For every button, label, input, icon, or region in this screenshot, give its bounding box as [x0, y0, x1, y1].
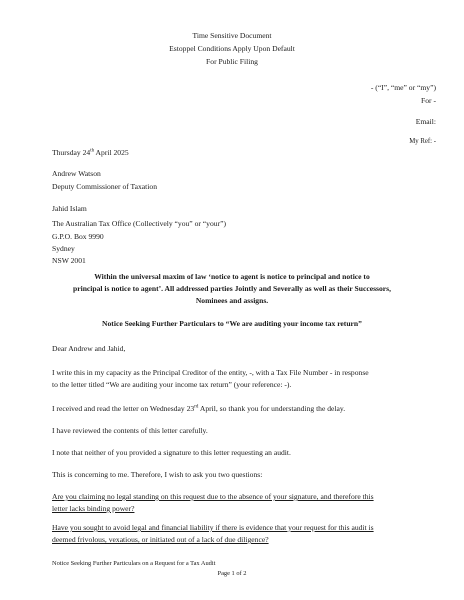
maxim-line-1: Within the universal maxim of law ‘notice to agent is notice to principal and notice to — [94, 272, 370, 281]
recipient-1-title: Deputy Commissioner of Taxation — [52, 182, 157, 191]
address-org: The Australian Tax Office (Collectively “you” or “your”) — [52, 219, 226, 228]
question-2-line-2: deemed frivolous, vexatious, or initiated out of a lack of due diligence? — [52, 535, 269, 544]
salutation: Dear Andrew and Jahid, — [52, 344, 126, 353]
letter-date: Thursday 24th April 2025 — [52, 148, 129, 157]
footer-page-number: Page 1 of 2 — [217, 570, 247, 577]
sender-email-label: Email: — [415, 117, 436, 126]
recipient-1-name: Andrew Watson — [52, 169, 101, 178]
sender-reference: My Ref: - — [409, 138, 436, 145]
paragraph-1-line-1: I write this in my capacity as the Principal Creditor of the entity, -, with a Tax File Number - in response — [52, 368, 369, 377]
header-line-1: Time Sensitive Document — [192, 31, 272, 40]
address-box: G.P.O. Box 9990 — [52, 232, 104, 241]
question-1-line-1: Are you claiming no legal standing on this request due to the absence of your signature, and therefore this — [52, 492, 374, 501]
maxim-line-2: principal is notice to agent’. All addressed parties Jointly and Severally as well as their Successors, — [72, 284, 392, 293]
paragraph-1-line-2: to the letter titled “We are auditing your income tax return” (your reference: -). — [52, 380, 292, 389]
header-line-2: Estoppel Conditions Apply Upon Default — [169, 44, 295, 53]
header-line-3: For Public Filing — [206, 57, 258, 66]
recipient-2-name: Jahid Islam — [52, 204, 87, 213]
address-state: NSW 2001 — [52, 256, 86, 265]
question-2-line-1: Have you sought to avoid legal and financial liability if there is evidence that your request for this audit is — [52, 523, 374, 532]
paragraph-2: I received and read the letter on Wednesday 23rd April, so thank you for understanding the delay. — [52, 404, 346, 413]
sender-for: For - — [421, 96, 436, 105]
paragraph-4: I note that neither of you provided a signature to this letter requesting an audit. — [52, 448, 291, 457]
subject-line: Notice Seeking Further Particulars to “We are auditing your income tax return” — [102, 319, 362, 328]
question-1-line-2: letter lacks binding power? — [52, 504, 135, 513]
paragraph-5: This is concerning to me. Therefore, I wish to ask you two questions: — [52, 470, 263, 479]
sender-alias: - (“I”, “me” or “my”) — [370, 83, 436, 92]
footer-title: Notice Seeking Further Particulars on a Request for a Tax Audit — [52, 560, 216, 567]
address-city: Sydney — [52, 244, 75, 253]
paragraph-3: I have reviewed the contents of this letter carefully. — [52, 426, 208, 435]
maxim-line-3: Nominees and assigns. — [195, 296, 269, 305]
